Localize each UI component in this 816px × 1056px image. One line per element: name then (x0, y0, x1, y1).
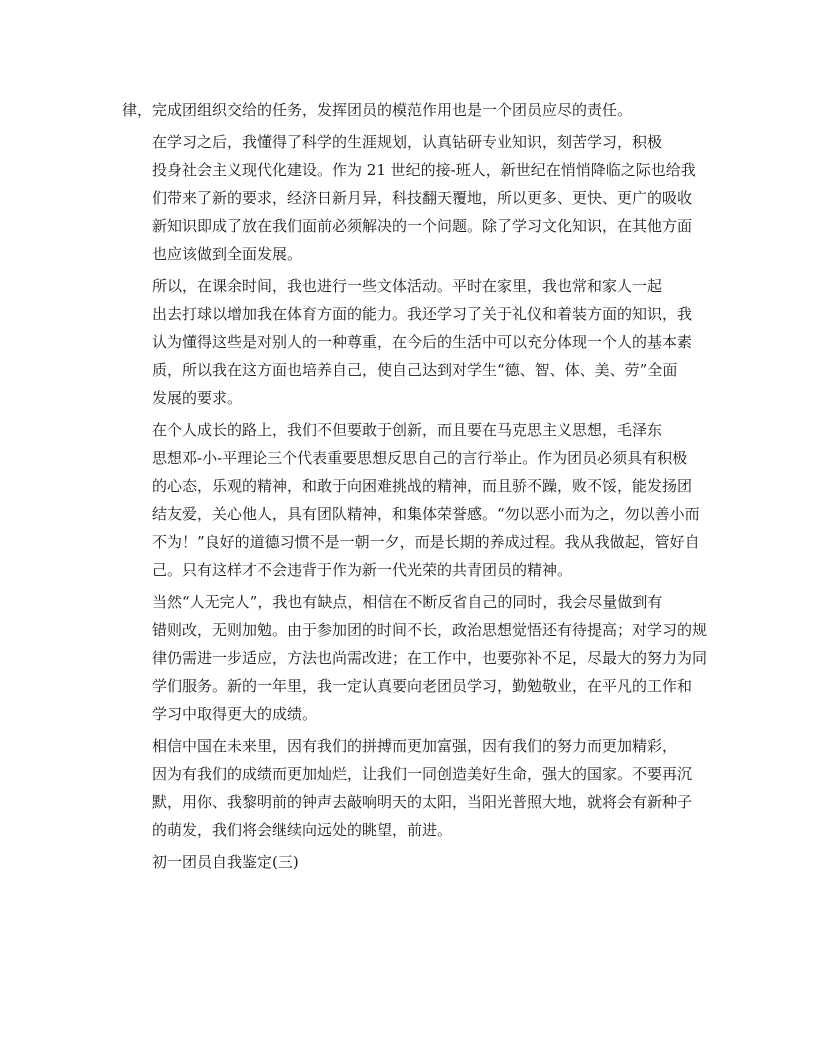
text-line: 也应该做到全面发展。 (152, 245, 303, 263)
text-line: 在学习之后，我懂得了科学的生涯规划，认真钻研专业知识，刻苦学习，积极 (152, 133, 663, 151)
text-line: 相信中国在未来里，因有我们的拼搏而更加富强，因有我们的努力而更加精彩， (152, 737, 678, 755)
text-line: 律，完成团组织交给的任务，发挥团员的模范作用也是一个团员应尽的责任。 (122, 101, 633, 119)
paragraph (122, 416, 698, 584)
paragraph (122, 588, 708, 728)
text-line: 己。只有这样才不会违背于作为新一代光荣的共青团员的精神。 (152, 561, 573, 579)
document-body (122, 96, 708, 880)
text-line: 错则改，无则加勉。由于参加团的时间不长，政治思想觉悟还有待提高；对学习的规 (152, 621, 708, 639)
text-line: 发展的要求。 (152, 389, 243, 407)
text-line: 在个人成长的路上，我们不但要敢于创新，而且要在马克思主义思想，毛泽东 (152, 421, 663, 439)
paragraph (122, 272, 698, 412)
text-line: 当然“人无完人”，我也有缺点，相信在不断反省自己的同时，我会尽量做到有 (152, 593, 663, 611)
paragraph (122, 96, 698, 124)
text-line: 不为！”良好的道德习惯不是一朝一夕，而是长期的养成过程。我从我做起，管好自 (152, 533, 700, 551)
paragraph (122, 128, 698, 268)
text-line: 初一团员自我鉴定(三) (152, 853, 299, 871)
text-line: 们带来了新的要求，经济日新月异，科技翻天覆地，所以更多、更快、更广的吸收 (152, 189, 693, 207)
text-line: 默，用你、我黎明前的钟声去敲响明天的太阳，当阳光普照大地，就将会有新种子 (152, 793, 693, 811)
text-line: 所以，在课余时间，我也进行一些文体活动。平时在家里，我也常和家人一起 (152, 277, 663, 295)
text-line: 思想邓-小-平理论三个代表重要思想反思自己的言行举止。作为团员必须具有积极 (152, 449, 688, 467)
text-line: 学习中取得更大的成绩。 (152, 705, 318, 723)
text-line: 律仍需进一步适应，方法也尚需改进；在工作中，也要弥补不足，尽最大的努力为同 (152, 649, 708, 667)
text-line: 学们服务。新的一年里，我一定认真要向老团员学习，勤勉敬业，在平凡的工作和 (152, 677, 693, 695)
text-line: 出去打球以增加我在体育方面的能力。我还学习了关于礼仪和着装方面的知识，我 (152, 305, 693, 323)
text-line: 新知识即成了放在我们面前必须解决的一个问题。除了学习文化知识，在其他方面 (152, 217, 693, 235)
paragraph (122, 732, 698, 844)
text-line: 质，所以我在这方面也培养自己，使自己达到对学生“德、智、体、美、劳”全面 (152, 361, 678, 379)
text-line: 的心态，乐观的精神，和敢于向困难挑战的精神，而且骄不躁，败不馁，能发扬团 (152, 477, 693, 495)
text-line: 认为懂得这些是对别人的一种尊重，在今后的生活中可以充分体现一个人的基本素 (152, 333, 693, 351)
paragraph (122, 848, 698, 876)
text-line: 投身社会主义现代化建设。作为 21 世纪的接-班人，新世纪在悄悄降临之际也给我 (152, 161, 696, 179)
text-line: 的萌发，我们将会继续向远处的眺望，前进。 (152, 821, 453, 839)
text-line: 因为有我们的成绩而更加灿烂，让我们一同创造美好生命，强大的国家。不要再沉 (152, 765, 693, 783)
text-line: 结友爱，关心他人，具有团队精神，和集体荣誉感。“勿以恶小而为之，勿以善小而 (152, 505, 700, 523)
